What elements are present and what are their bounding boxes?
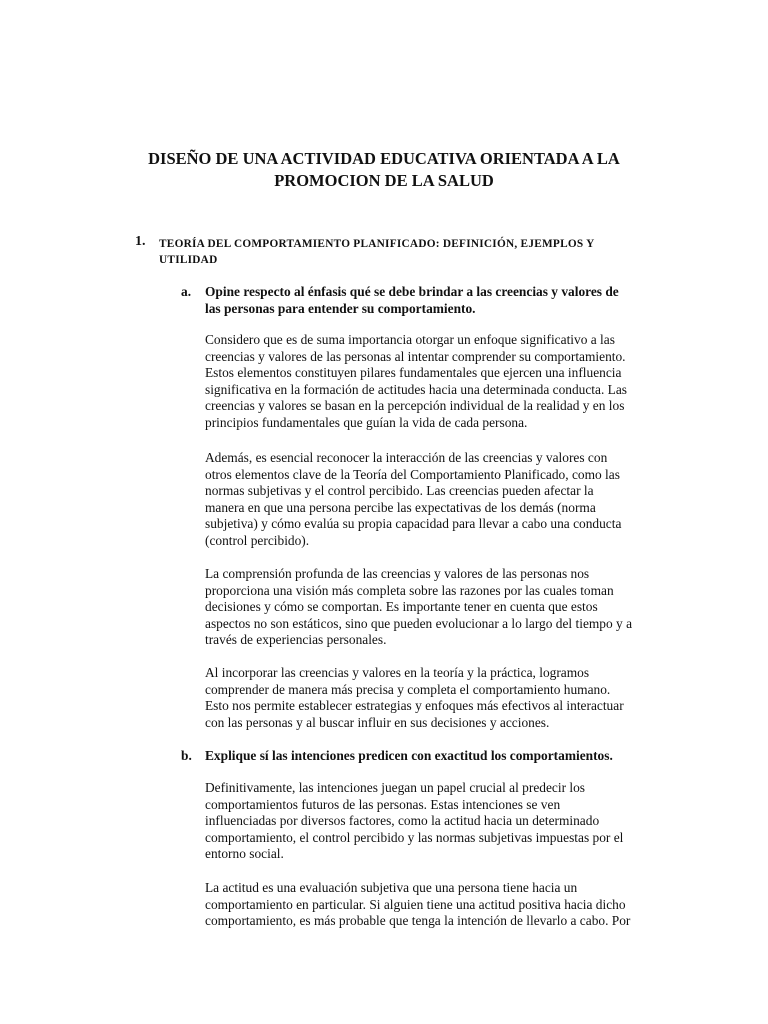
item-a-paragraph-2: Además, es esencial reconocer la interacción de las creencias y valores con otros elementos clave de la Teoría del Comportamiento Planificado, como las normas subjetivas y el control percibido. Las creencias pueden afectar la manera en que una persona percibe las expectativas de los demás (norma subjetiva) y cómo evalúa su propia capacidad para llevar a cabo una conducta (control percibido).: [205, 450, 622, 548]
section-number: 1.: [135, 234, 146, 249]
item-a-question: Opine respecto al énfasis qué se debe brindar a las creencias y valores de las personas para entender su comportamiento.: [205, 284, 619, 316]
section-heading: TEORÍA DEL COMPORTAMIENTO PLANIFICADO: DEFINICIÓN, EJEMPLOS Y UTILIDAD: [159, 238, 595, 266]
item-b-paragraph-2: La actitud es una evaluación subjetiva que una persona tiene hacia un comportamiento en particular. Si alguien tiene una actitud positiva hacia dicho comportamiento, es más probable que tenga la intención de llevarlo a cabo. Por: [205, 880, 631, 929]
item-a-paragraph-1: Considero que es de suma importancia otorgar un enfoque significativo a las creencias y valores de las personas al intentar comprender su comportamiento. Estos elementos constituyen pilares fundamentales que ejercen una influencia significativa en la formación de actitudes hacia una determinada conducta. Las creencias y valores se basan en la percepción individual de la realidad y en los principios fundamentales que guían la vida de cada persona.: [205, 332, 627, 430]
item-a-paragraph-3: La comprensión profunda de las creencias y valores de las personas nos proporciona una visión más completa sobre las razones por las cuales toman decisiones y cómo se comportan. Es importante tener en cuenta que estos aspectos no son estáticos, sino que pueden evolucionar a lo largo del tiempo y a través de experiencias personales.: [205, 566, 633, 648]
item-b-letter: b.: [181, 748, 192, 763]
item-b-paragraph-1: Definitivamente, las intenciones juegan un papel crucial al predecir los comportamientos futuros de las personas. Estas intenciones se ven influenciadas por diversos factores, como la actitud hacia un determinado comportamiento, el control percibido y las normas subjetivas impuestas por el entorno social.: [205, 780, 624, 862]
item-a-letter: a.: [181, 284, 192, 299]
document-title: DISEÑO DE UNA ACTIVIDAD EDUCATIVA ORIENTADA A LA PROMOCION DE LA SALUD: [148, 149, 620, 190]
item-a-paragraph-4: Al incorporar las creencias y valores en la teoría y la práctica, logramos comprender de manera más precisa y completa el comportamiento humano. Esto nos permite establecer estrategias y enfoques más efectivos al interactuar con las personas y al buscar influir en sus decisiones y acciones.: [205, 665, 624, 730]
item-b-question: Explique sí las intenciones predicen con exactitud los comportamientos.: [205, 748, 613, 763]
